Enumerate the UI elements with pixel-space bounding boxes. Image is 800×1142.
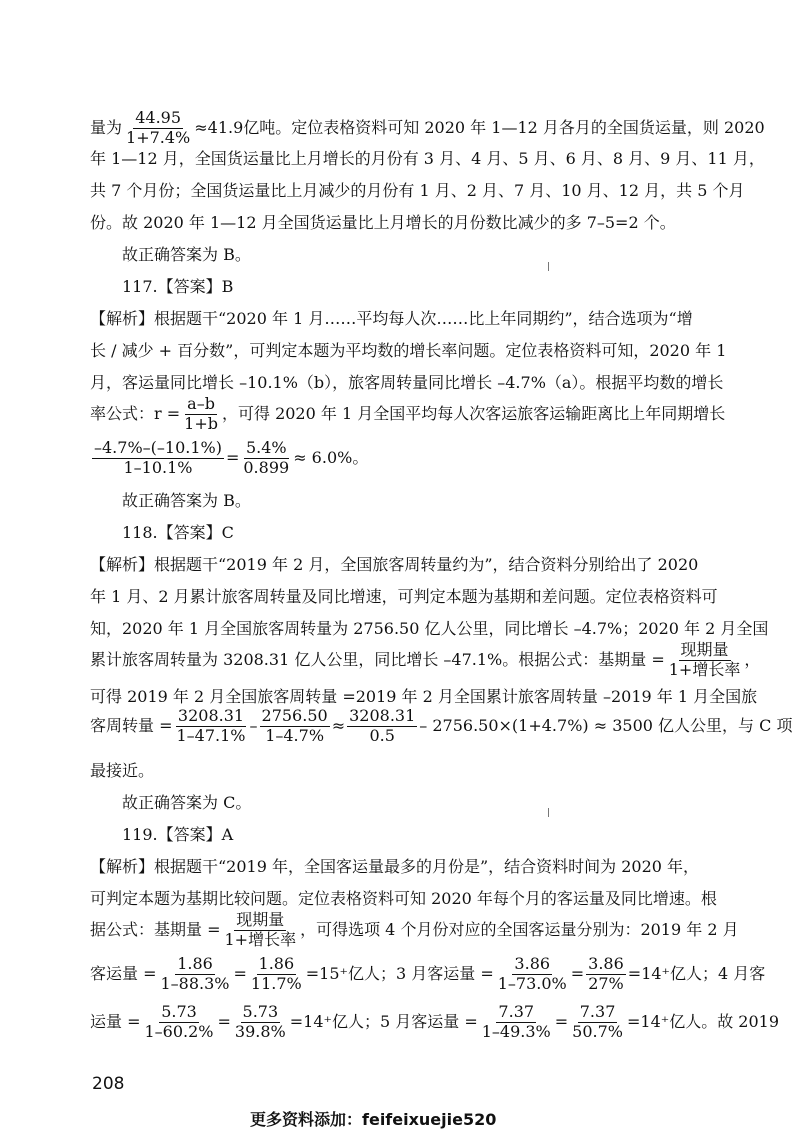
fraction-denominator: 1–49.3% [481,1021,551,1041]
fraction-numerator: 3.86 [514,954,551,973]
fraction-numerator: 44.95 [135,108,182,127]
text-line: 最接近。 [90,761,155,780]
text-span: ≈ [331,715,346,735]
fraction [175,708,248,745]
fraction-numerator: 现期量 [236,910,285,929]
fraction-numerator: 5.73 [242,1002,279,1021]
answer-heading: 119.【答案】A [122,825,234,844]
text-line: 可判定本题为基期比较问题。定位表格资料可知 2020 年每个月的客运量及同比增速。根 [90,889,717,908]
fraction-denominator: 1–60.2% [144,1021,214,1041]
fraction-numerator: a–b [187,394,215,413]
fraction-numerator: 2756.50 [261,706,328,725]
fraction [586,956,626,993]
text-line [90,640,761,679]
fraction-numerator: 7.37 [498,1002,535,1021]
text-line: 共 7 个月份；全国货运量比上月减少的月份有 1 月、2 月、7 月、10 月、12 月，共 5 个月 [90,181,745,200]
text-span: =14⁺亿人；5 月客运量 = [289,1011,478,1031]
text-line [90,706,793,745]
fraction [92,440,224,477]
text-span: =14⁺亿人；4 月客 [627,963,766,983]
text-span: 率公式：r = [90,403,181,423]
footer-note: 更多资料添加：feifeixuejie520 [250,1110,497,1129]
fraction-numerator: 5.73 [161,1002,197,1021]
text-span: =15⁺亿人；3 月客运量 = [305,963,494,983]
text-span: ≈41.9亿吨。定位表格资料可知 2020 年 1—12 月各月的全国货运量，则 2020 [194,117,765,137]
answer-heading: 117.【答案】B [122,277,234,296]
fraction-numerator: 3208.31 [177,706,245,725]
fraction-numerator: 3208.31 [349,706,416,725]
fraction-numerator: –4.7%–(–10.1%) [94,438,222,457]
text-span: 累计旅客周转量为 3208.31 亿人公里，同比增长 –47.1%。根据公式：基期量 = [90,649,665,669]
fraction [182,396,220,433]
text-line: 【解析】根据题干“2020 年 1 月……平均每人次……比上年同期约”，结合选项为“增 [90,309,693,328]
fraction [570,1004,625,1041]
fraction [347,708,417,745]
fraction [667,642,743,679]
text-span: = [554,1011,569,1031]
text-span: = [570,963,585,983]
text-line: 年 1 月、2 月累计旅客周转量及同比增速，可判定本题为基期和差问题。定位表格资料可 [90,587,718,606]
fraction [143,1004,216,1041]
fraction-denominator: 1+增长率 [224,929,297,949]
page-number: 208 [92,1074,125,1094]
fraction-denominator: 1–73.0% [497,973,567,993]
fraction-numerator: 3.86 [588,954,624,973]
text-span: 据公式：基期量 = [90,919,221,939]
fraction-denominator: 1–88.3% [160,973,230,993]
fraction [223,912,299,949]
fraction [159,956,232,993]
text-line: 【解析】根据题干“2019 年，全国客运量最多的月份是”，结合资料时间为 2020 年， [90,857,700,876]
text-line [90,394,726,433]
fraction-numerator: 5.4% [245,438,287,457]
text-line [90,910,739,949]
fraction [260,708,330,745]
text-line: 月，客运量同比增长 –10.1%（b），旅客周转量同比增长 –4.7%（a）。根据平均数的增长 [90,373,724,392]
fraction-denominator: 0.5 [369,725,395,745]
text-span: – 2756.50×(1+4.7%) ≈ 3500 亿人公里，与 C 项 [419,715,793,735]
text-line: 可得 2019 年 2 月全国旅客周转量 =2019 年 2 月全国累计旅客周转量 –2019 年 1 月全国旅 [90,687,758,706]
text-span: ，可得选项 4 个月份对应的全国客运量分别为：2019 年 2 月 [300,919,739,939]
text-span: 客运量 = [90,963,157,983]
text-span: =14⁺亿人。故 2019 [626,1011,780,1031]
fraction-denominator: 1+b [184,413,218,433]
text-line: 故正确答案为 B。 [122,245,251,264]
fraction-denominator: 39.8% [234,1021,286,1041]
fraction-denominator: 0.899 [243,457,290,477]
text-line: 知，2020 年 1 月全国旅客周转量为 2756.50 亿人公里，同比增长 –4.7%；2020 年 2 月全国 [90,619,769,638]
text-line: 长 / 减少 + 百分数”，可判定本题为平均数的增长率问题。定位表格资料可知，2020 年 1 [90,341,727,360]
fraction-denominator: 27% [588,973,624,993]
text-line [90,954,766,993]
text-line: 份。故 2020 年 1—12 月全国货运量比上月增长的月份数比减少的多 7–5=2 个。 [90,213,676,232]
text-line [90,108,765,147]
fraction-denominator: 1–47.1% [176,725,246,745]
fraction-denominator: 1–4.7% [265,725,325,745]
text-span: = [217,1011,231,1031]
fraction [496,956,569,993]
fraction [249,956,304,993]
text-span: 量为 [90,117,123,137]
text-line [90,1002,780,1041]
text-span: – [249,715,258,735]
fraction-denominator: 1+增长率 [668,659,741,679]
text-line: $\frac{-4.7\%-(-10.1\%)}{1-10.1\%}$ = $\frac{5.4\%}{0.899}$ ≈ 6.0%。 [94,438,369,477]
fraction-numerator: 1.86 [258,954,295,973]
fraction-denominator: 1+7.4% [126,127,191,147]
fraction [124,110,192,147]
text-span: 客周转量 = [90,715,173,735]
scan-mark [548,262,549,271]
fraction [241,440,291,477]
fraction-denominator: 1–10.1% [123,457,193,477]
fraction-numerator: 7.37 [579,1002,616,1021]
fraction-numerator: 1.86 [177,954,213,973]
scan-mark [548,808,549,817]
fraction [233,1004,288,1041]
text-span: = [233,963,247,983]
text-span: ， [744,649,761,669]
answer-heading: 118.【答案】C [122,523,234,542]
fraction-denominator: 11.7% [250,973,302,993]
text-line: 【解析】根据题干“2019 年 2 月，全国旅客周转量约为”，结合资料分别给出了 2020 [90,555,699,574]
text-line: 故正确答案为 B。 [122,491,251,510]
text-span: ≈ 6.0%。 [293,447,369,467]
fraction-denominator: 50.7% [572,1021,623,1041]
fraction-numerator: 现期量 [680,640,729,659]
text-line: 故正确答案为 C。 [122,793,252,812]
fraction [480,1004,553,1041]
text-line: 年 1—12 月，全国货运量比上月增长的月份有 3 月、4 月、5 月、6 月、8 月、9 月、11 月， [90,149,765,168]
text-span: ，可得 2020 年 1 月全国平均每人次客运旅客运输距离比上年同期增长 [221,403,726,423]
text-span: 运量 = [90,1011,141,1031]
